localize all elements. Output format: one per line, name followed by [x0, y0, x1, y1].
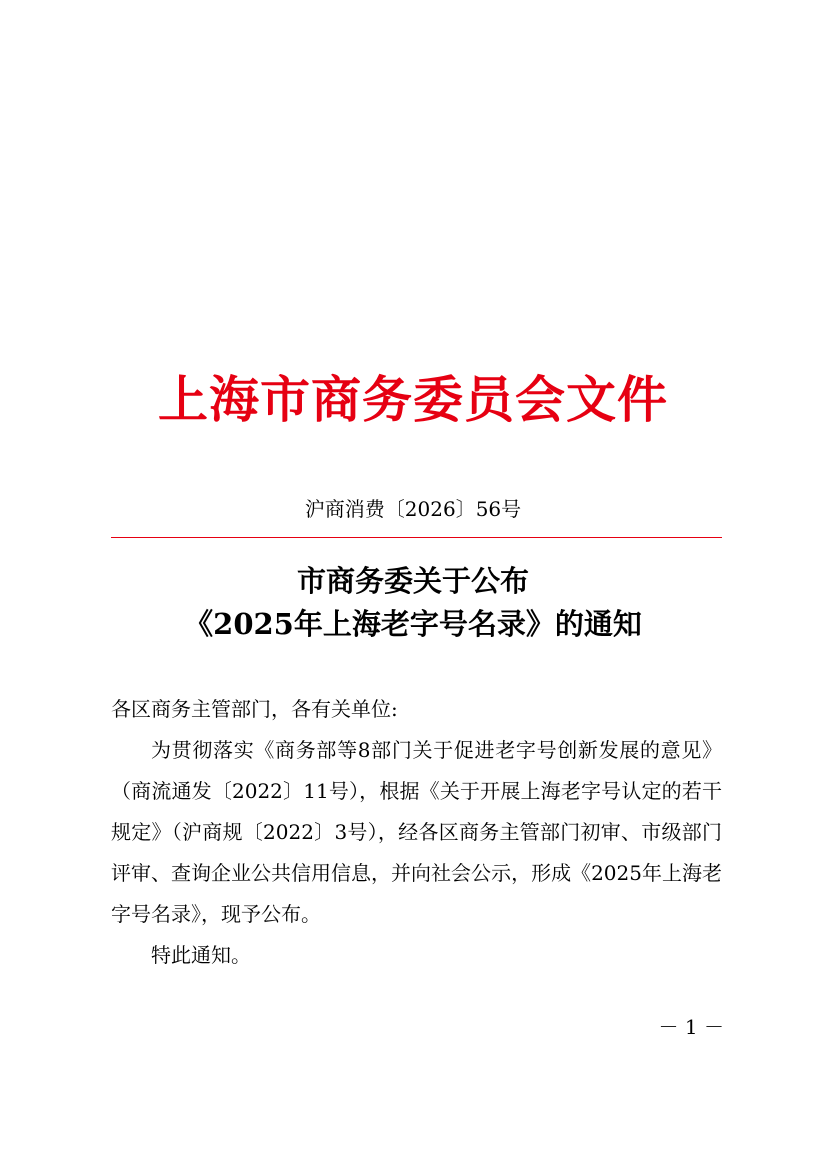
salutation: 各区商务主管部门，各有关单位: — [111, 697, 398, 721]
notice-title-line-1: 市商务委关于公布 — [296, 564, 529, 598]
closing-line: 特此通知。 — [151, 943, 251, 967]
notice-body — [111, 689, 722, 976]
issuer-title: 上海市商务委员会文件 — [158, 370, 668, 429]
notice-title — [0, 560, 826, 646]
notice-title-line-2: 《2025年上海老字号名录》的通知 — [184, 607, 642, 641]
red-divider — [111, 537, 722, 538]
body-paragraph: 为贯彻落实《商务部等8部门关于促进老字号创新发展的意见》（商流通发〔2022〕11号），根据《关于开展上海老字号认定的若干规定》（沪商规〔2022〕3号），经各区商务主管部门初审、市级部门评审、查询企业公共信用信息，并向社会公示，形成《2025年上海老字号名录》，现予公布。 — [111, 738, 722, 926]
document-number: 沪商消费〔2026〕56号 — [304, 497, 522, 521]
page-number: － 1 － — [658, 1015, 724, 1039]
